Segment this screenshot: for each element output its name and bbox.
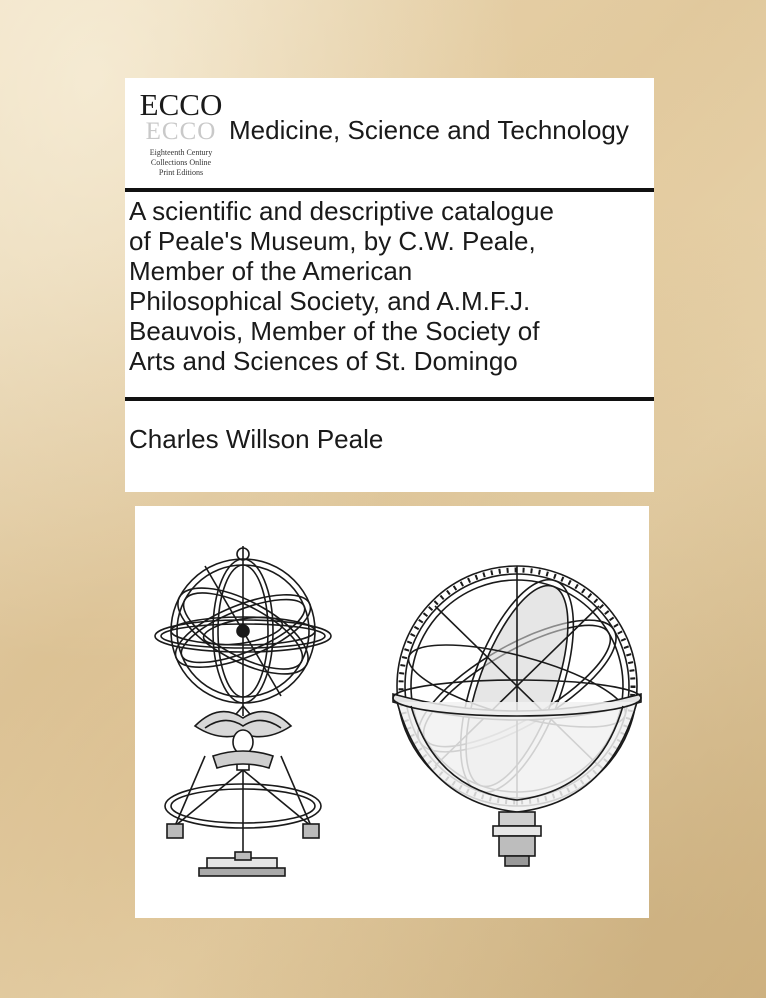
series-title: Medicine, Science and Technology	[229, 115, 629, 145]
logo-line-1: Eighteenth Century	[149, 148, 213, 157]
cover-panel	[125, 78, 654, 492]
armillary-sphere-icon	[135, 506, 649, 918]
book-author: Charles Willson Peale	[129, 424, 384, 454]
logo-line-3: Print Editions	[158, 168, 204, 177]
logo-line-2: Collections Online	[150, 158, 212, 167]
bottom-rule	[125, 397, 654, 401]
ecco-logo	[136, 88, 226, 180]
header	[125, 78, 654, 188]
logo-mark: ECCO	[139, 87, 223, 122]
top-rule	[125, 188, 654, 192]
book-title: A scientific and descriptive catalogue of Peale's Museum, by C.W. Peale, Member of the American Philosophical Society, and A.M.F.J. Beauvois, Member of the Society of Arts and Sciences of St. Domingo	[129, 196, 554, 376]
logo-mark-reflection: ECCO	[145, 118, 217, 145]
illustration-panel	[135, 506, 649, 918]
